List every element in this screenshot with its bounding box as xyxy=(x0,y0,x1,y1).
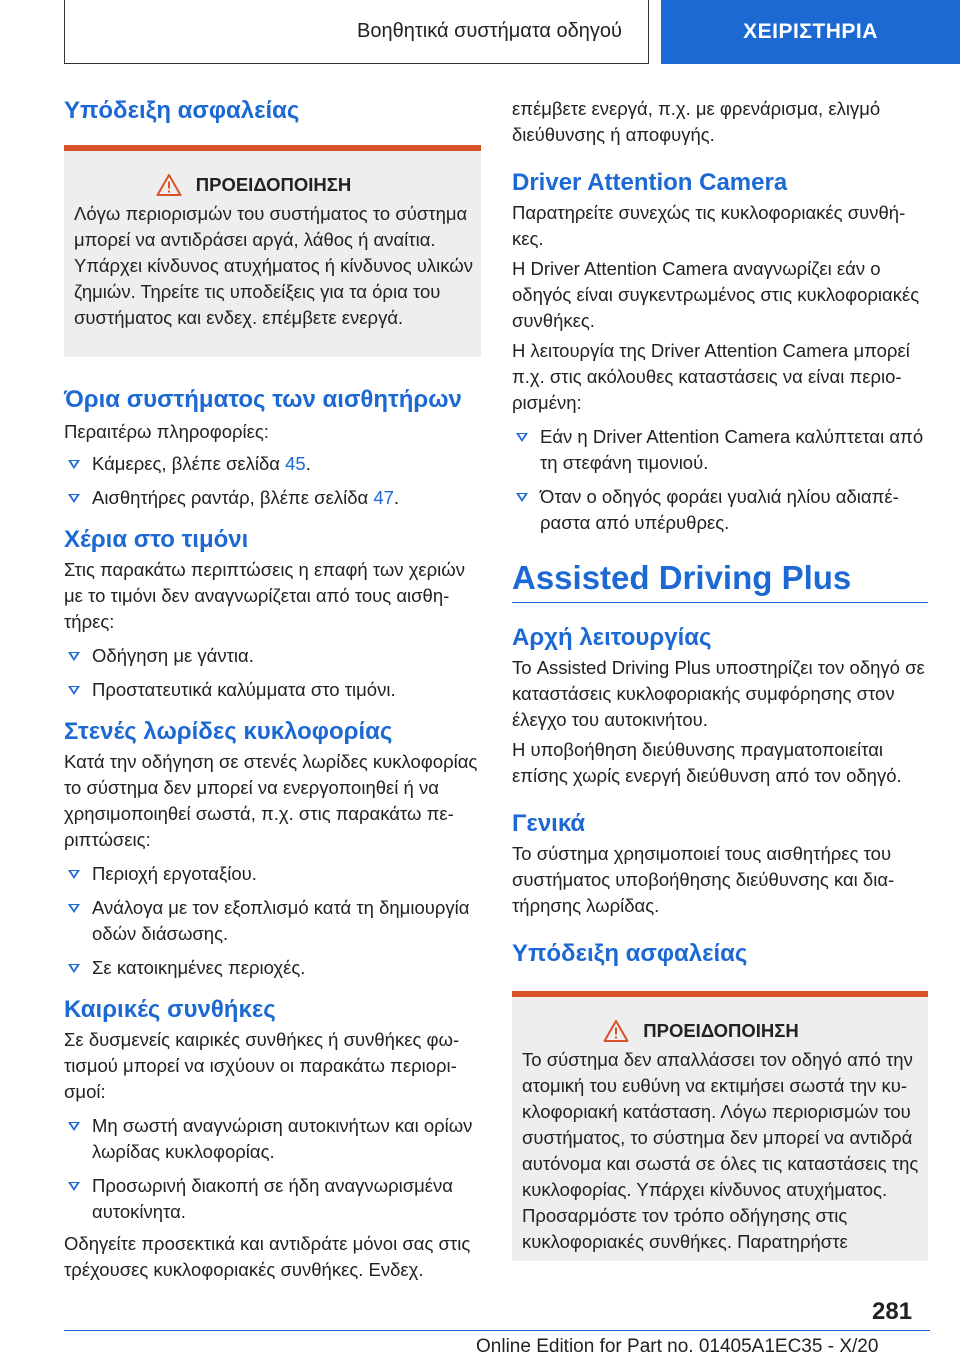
warning-triangle-icon xyxy=(156,173,182,197)
heading-weather: Καιρικές συνθήκες xyxy=(64,996,276,1023)
bullet-triangle-icon xyxy=(68,652,80,661)
list-item: Όταν ο οδηγός φοράει γυαλιά ηλίου αδιαπέραστα από υπέρυθρες. xyxy=(512,484,928,536)
warning-triangle-icon xyxy=(603,1019,629,1043)
heading-narrow-lanes: Στενές λωρίδες κυκλοφορίας xyxy=(64,718,393,745)
list-item: Προστατευτικά καλύμματα στο τιμόνι. xyxy=(64,677,481,703)
list-item: Περιοχή εργοταξίου. xyxy=(64,861,481,887)
bullet-triangle-icon xyxy=(68,870,80,879)
list-item: Ανάλογα με τον εξοπλισμό κατά τη δημιουργία οδών διάσωσης. xyxy=(64,895,481,947)
heading-driver-attention-camera: Driver Attention Camera xyxy=(512,169,788,196)
paragraph: Η Driver Attention Camera αναγνωρίζει εάν ο οδηγός είναι συγκεντρωμένος στις κυκλοφοριακές συνθήκες. xyxy=(512,258,920,331)
warning-header xyxy=(74,173,473,197)
right-column xyxy=(512,96,928,1261)
paragraph: Η λειτουργία της Driver Attention Camera μπορεί π.χ. στις ακόλουθες καταστάσεις να είναι περιορισμένη: xyxy=(512,340,910,413)
chapter-title: ΧΕΙΡΙΣΤΗΡΙΑ xyxy=(743,20,878,43)
paragraph: Το σύστημα χρησιμοποιεί τους αισθητήρες του συστήματος υποβοήθησης διεύθυνσης και διατήρησης λωρίδας. xyxy=(512,843,895,916)
header-section-title xyxy=(64,0,649,64)
bullet-triangle-icon xyxy=(516,493,528,502)
bullet-list xyxy=(64,643,481,703)
chapter-heading-block xyxy=(512,558,928,603)
warning-box xyxy=(64,145,481,357)
bullet-triangle-icon xyxy=(68,1122,80,1131)
paragraph: Περαιτέρω πληροφορίες: xyxy=(64,421,269,442)
warning-box xyxy=(512,991,928,1261)
bullet-triangle-icon xyxy=(68,1182,80,1191)
warning-text: Το σύστημα δεν απαλλάσσει τον οδηγό από την ατομική του ευθύνη να εκτιμήσει σωστά την κυκλοφοριακή κατάσταση. Λόγω περιορισμών του συστήματος, το σύστημα δεν μπορεί να αντιδρά αυτόνομα και σωστά σε όλες τις καταστάσεις της κυκλοφορίας. Υπάρχει κίνδυνος ατυχήματος. Προσαρμόστε τον τρόπο οδήγησης στις κυκλοφοριακές συνθήκες. Παρατηρήστε xyxy=(522,1049,919,1252)
page-link[interactable]: 45 xyxy=(285,453,306,474)
heading-principle: Αρχή λειτουργίας xyxy=(512,624,712,651)
paragraph: Παρατηρείτε συνεχώς τις κυκλοφοριακές συνθήκες. xyxy=(512,202,906,249)
footer-edition: Online Edition for Part no. 01405A1EC35 - X/20 xyxy=(476,1336,879,1357)
bullet-list xyxy=(64,861,481,981)
bullet-triangle-icon xyxy=(68,460,80,469)
list-item: Εάν η Driver Attention Camera καλύπτεται από τη στεφάνη τιμονιού. xyxy=(512,424,928,476)
bullet-triangle-icon xyxy=(68,686,80,695)
list-item: Προσωρινή διακοπή σε ήδη αναγνωρισμένα αυτοκίνητα. xyxy=(64,1173,481,1225)
header-chapter-tab[interactable] xyxy=(661,0,960,64)
heading-safety-note: Υπόδειξη ασφαλείας xyxy=(64,97,300,124)
bullet-list xyxy=(64,1113,481,1225)
paragraph: Οδηγείτε προσεκτικά και αντιδράτε μόνοι σας στις τρέχουσες κυκλοφοριακές συνθήκες. Ενδεχ. xyxy=(64,1233,471,1280)
heading-safety-note-2: Υπόδειξη ασφαλείας xyxy=(512,940,748,967)
list-item: Οδήγηση με γάντια. xyxy=(64,643,481,669)
bullet-triangle-icon xyxy=(68,964,80,973)
heading-hands-on-wheel: Χέρια στο τιμόνι xyxy=(64,526,249,553)
paragraph: Σε δυσμενείς καιρικές συνθήκες ή συνθήκες φωτισμού μπορεί να ισχύουν οι παρακάτω περιορισμοί: xyxy=(64,1029,460,1102)
warning-text: Λόγω περιορισμών του συστήματος το σύστημα μπορεί να αντιδράσει αργά, λάθος ή αναίτια. Υπάρχει κίνδυνος ατυχήματος ή κίνδυνος υλικών ζημιών. Τηρείτε τις υποδείξεις για τα όρια του συστήματος και ενδεχ. επέμβετε ενεργά. xyxy=(74,203,473,328)
bullet-list xyxy=(512,424,928,536)
list-item: Κάμερες, βλέπε σελίδα 45. xyxy=(64,451,481,477)
list-item: Σε κατοικημένες περιοχές. xyxy=(64,955,481,981)
paragraph: Στις παρακάτω περιπτώσεις η επαφή των χεριών με το τιμόνι δεν αναγνωρίζεται από τους αισθητήρες: xyxy=(64,559,465,632)
paragraph: Το Assisted Driving Plus υποστηρίζει τον οδηγό σε καταστάσεις κυκλοφοριακής συμφόρησης στον έλεγχο του αυτοκινήτου. xyxy=(512,657,925,730)
section-title: Βοηθητικά συστήματα οδηγού xyxy=(357,20,622,42)
list-item: Αισθητήρες ραντάρ, βλέπε σελίδα 47. xyxy=(64,485,481,511)
heading-sensor-limits: Όρια συστήματος των αισθητήρων xyxy=(64,386,462,413)
page-link[interactable]: 47 xyxy=(373,487,394,508)
paragraph: Κατά την οδήγηση σε στενές λωρίδες κυκλοφορίας το σύστημα δεν μπορεί να ενεργοποιηθεί ή να χρησιμοποιηθεί σωστά, π.χ. στις παρακάτω περιπτώσεις: xyxy=(64,751,478,850)
heading-general: Γενικά xyxy=(512,810,586,837)
page-number: 281 xyxy=(872,1298,913,1325)
footer-divider xyxy=(64,1330,930,1331)
list-item: Μη σωστή αναγνώριση αυτοκινήτων και ορίων λωρίδας κυκλοφορίας. xyxy=(64,1113,481,1165)
warning-title: ΠΡΟΕΙΔΟΠΟΙΗΣΗ xyxy=(643,1020,799,1041)
paragraph: Η υποβοήθηση διεύθυνσης πραγματοποιείται επίσης χωρίς ενεργή διεύθυνση από τον οδηγό. xyxy=(512,739,902,786)
bullet-triangle-icon xyxy=(68,904,80,913)
paragraph: επέμβετε ενεργά, π.χ. με φρενάρισμα, ελιγμό διεύθυνσης ή αποφυγής. xyxy=(512,98,881,145)
heading-assisted-driving-plus: Assisted Driving Plus xyxy=(512,559,852,596)
bullet-list xyxy=(64,451,481,511)
warning-header xyxy=(522,1019,920,1043)
bullet-triangle-icon xyxy=(68,494,80,503)
bullet-triangle-icon xyxy=(516,433,528,442)
warning-title: ΠΡΟΕΙΔΟΠΟΙΗΣΗ xyxy=(195,174,352,195)
left-column xyxy=(64,96,481,1283)
